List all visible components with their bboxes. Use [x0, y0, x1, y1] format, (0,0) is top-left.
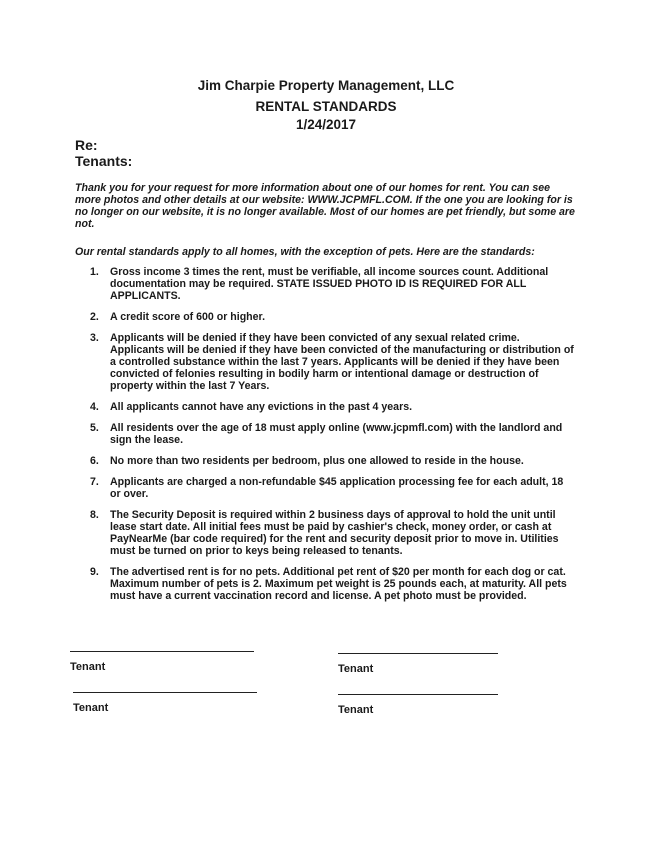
signature-label: Tenant [338, 663, 374, 675]
signature-block-tenant-2 [338, 653, 498, 675]
standard-item [90, 332, 574, 392]
document-title: RENTAL STANDARDS [255, 99, 397, 114]
signature-block-tenant-3 [73, 692, 257, 714]
standard-item [90, 566, 574, 602]
signature-line[interactable] [73, 692, 257, 693]
standard-item [90, 401, 574, 413]
standard-text: All applicants cannot have any evictions in the past 4 years. [110, 401, 413, 413]
signature-line[interactable] [338, 653, 498, 654]
standard-text: Gross income 3 times the rent, must be verifiable, all income sources count. Additional documentation may be required. STATE ISSUED PHOTO ID IS REQUIRED FOR ALL APPLICANTS. [110, 266, 549, 302]
standard-number: 3. [90, 332, 99, 344]
signature-label: Tenant [70, 661, 106, 673]
signature-line[interactable] [70, 651, 254, 652]
standard-text: All residents over the age of 18 must apply online (www.jcpmfl.com) with the landlord and sign the lease. [110, 422, 563, 446]
standard-number: 7. [90, 476, 99, 488]
signature-line[interactable] [338, 694, 498, 695]
document-date: 1/24/2017 [295, 117, 357, 132]
standards-list [90, 266, 574, 611]
standard-number: 8. [90, 509, 99, 521]
standard-number: 5. [90, 422, 99, 434]
standard-number: 6. [90, 455, 99, 467]
signature-label: Tenant [73, 702, 109, 714]
standard-text: The Security Deposit is required within 2 business days of approval to hold the unit until lease start date. All initial fees must be paid by cashier's check, money order, or cash at PayNearMe (bar code required) for the rent and security deposit prior to move in. Utilities must be turned on prior to keys being released to tenants. [110, 509, 559, 557]
standard-item [90, 422, 574, 446]
intro-paragraph: Thank you for your request for more information about one of our homes for rent. You can see more photos and other details at our website: WWW.JCPMFL.COM. If the one you are looking for is no longer on our website, it is no longer available. Most of our homes are pet friendly, but some are not. [75, 182, 575, 230]
standard-item [90, 311, 574, 323]
standard-text: The advertised rent is for no pets. Additional pet rent of $20 per month for each dog or cat. Maximum number of pets is 2. Maximum pet weight is 25 pounds each, at maturity. All pets must have a current vaccination record and license. A pet photo must be provided. [110, 566, 567, 602]
standard-item [90, 509, 574, 557]
standard-number: 9. [90, 566, 99, 578]
tenants-label: Tenants: [75, 153, 133, 169]
standard-text: Applicants will be denied if they have been convicted of any sexual related crime. Applicants will be denied if they have been convicted of the manufacturing or distribution of a controlled substance within the last 7 years. Applicants will be denied if they have been convicted of felonies resulting in bodily harm or intentional damage or destruction of property within the last 7 Years. [110, 332, 574, 392]
standard-number: 1. [90, 266, 99, 278]
standards-intro: Our rental standards apply to all homes, with the exception of pets. Here are the standards: [75, 246, 535, 258]
standard-number: 4. [90, 401, 99, 413]
standard-number: 2. [90, 311, 99, 323]
standard-text: Applicants are charged a non-refundable $45 application processing fee for each adult, 18 or over. [110, 476, 564, 500]
standard-item [90, 476, 574, 500]
standard-item [90, 455, 574, 467]
re-label: Re: [75, 137, 98, 153]
signature-block-tenant-4 [338, 694, 498, 716]
standard-item [90, 266, 574, 302]
signature-block-tenant-1 [70, 651, 254, 673]
standard-text: A credit score of 600 or higher. [110, 311, 266, 323]
standard-text: No more than two residents per bedroom, plus one allowed to reside in the house. [110, 455, 524, 467]
signature-label: Tenant [338, 704, 374, 716]
company-name: Jim Charpie Property Management, LLC [197, 78, 455, 93]
